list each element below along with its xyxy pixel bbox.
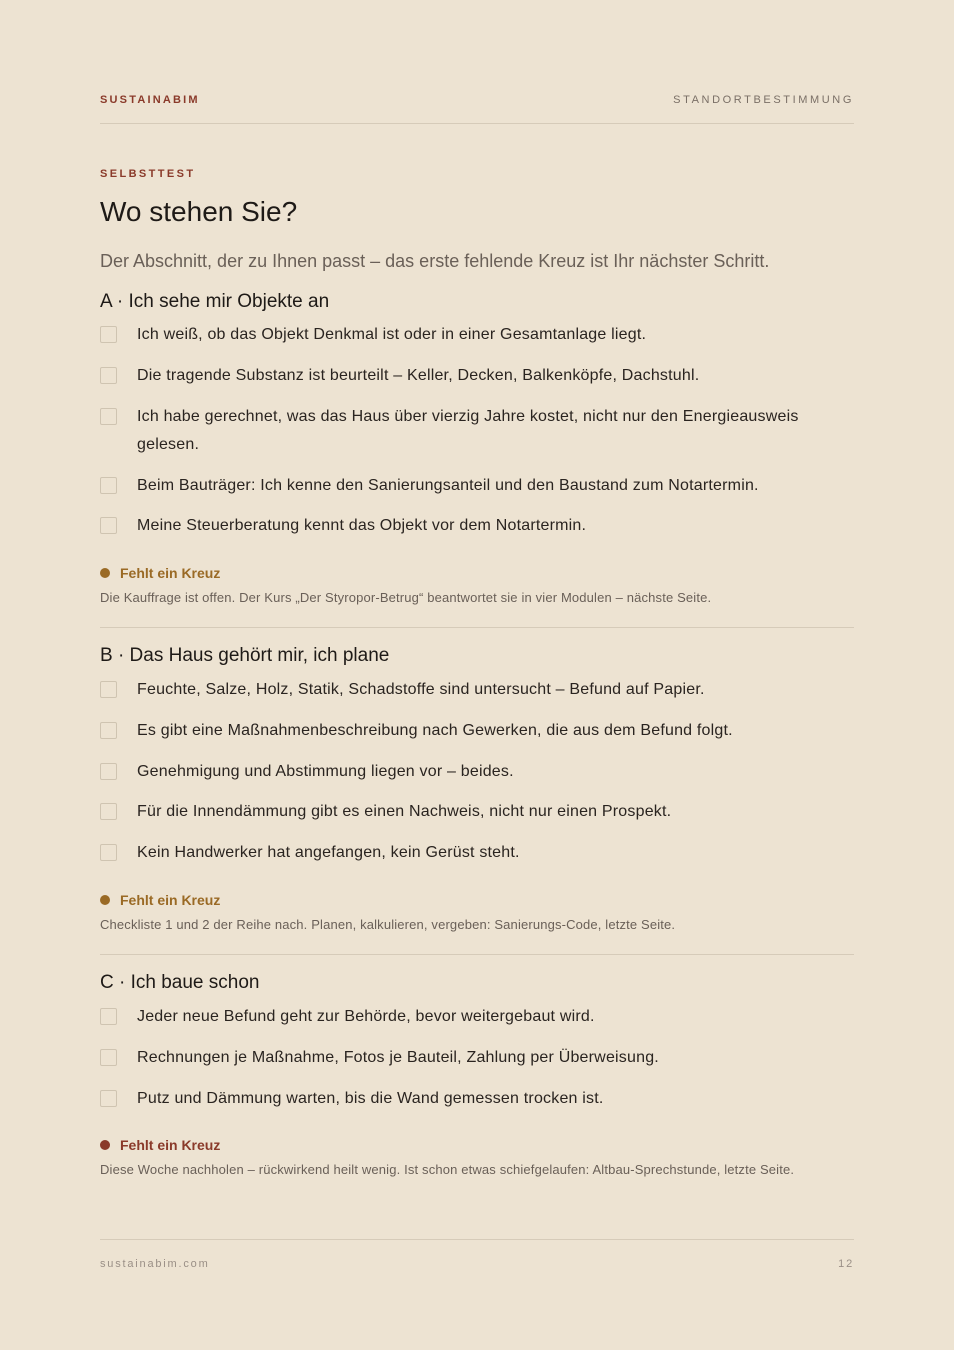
status-label: Fehlt ein Kreuz: [120, 892, 221, 908]
checklist-item-text: Für die Innendämmung gibt es einen Nachweis, nicht nur einen Prospekt.: [137, 803, 672, 820]
status-dot: [100, 568, 110, 578]
status-note: Diese Woche nachholen – rückwirkend heilt wenig. Ist schon etwas schiefgelaufen: Altbau-Sprechstunde, letzte Seite.: [100, 1162, 795, 1177]
checkbox[interactable]: [100, 367, 117, 384]
checklist-item-text: Putz und Dämmung warten, bis die Wand gemessen trocken ist.: [137, 1090, 604, 1107]
checkbox[interactable]: [100, 1049, 117, 1066]
status-label: Fehlt ein Kreuz: [120, 1137, 221, 1153]
page-number: 12: [838, 1258, 854, 1270]
checklist-item-text: Jeder neue Befund geht zur Behörde, bevor weitergebaut wird.: [137, 1008, 595, 1025]
checkbox[interactable]: [100, 681, 117, 698]
status-note: Checkliste 1 und 2 der Reihe nach. Planen, kalkulieren, vergeben: Sanierungs-Code, letzte Seite.: [100, 917, 676, 932]
checkbox[interactable]: [100, 477, 117, 494]
checkbox[interactable]: [100, 408, 117, 425]
section-divider: [100, 627, 854, 628]
footer-url[interactable]: sustainabim.com: [100, 1258, 210, 1270]
page-title: Wo stehen Sie?: [100, 196, 298, 227]
checkbox[interactable]: [100, 844, 117, 861]
footer-divider: [100, 1239, 854, 1240]
checklist-item-text: Die tragende Substanz ist beurteilt – Keller, Decken, Balkenköpfe, Dachstuhl.: [137, 367, 700, 384]
checklist-item-text: Genehmigung und Abstimmung liegen vor – beides.: [137, 763, 514, 780]
checkbox[interactable]: [100, 803, 117, 820]
lead-text: Der Abschnitt, der zu Ihnen passt – das erste fehlende Kreuz ist Ihr nächster Schritt.: [100, 251, 770, 271]
checklist-item-text: Kein Handwerker hat angefangen, kein Gerüst steht.: [137, 844, 520, 861]
status-label: Fehlt ein Kreuz: [120, 565, 221, 581]
status-dot: [100, 1140, 110, 1150]
checklist-item-text: Rechnungen je Maßnahme, Fotos je Bauteil, Zahlung per Überweisung.: [137, 1049, 659, 1066]
section-divider: [100, 954, 854, 955]
status-note: Die Kauffrage ist offen. Der Kurs „Der Styropor-Betrug“ beantwortet sie in vier Modulen – nächste Seite.: [100, 590, 712, 605]
checkbox[interactable]: [100, 722, 117, 739]
checkbox[interactable]: [100, 517, 117, 534]
page: [100, 0, 854, 1350]
checklist-item-text: Beim Bauträger: Ich kenne den Sanierungsanteil und den Baustand zum Notartermin.: [137, 477, 759, 494]
checkbox[interactable]: [100, 1090, 117, 1107]
checkbox[interactable]: [100, 763, 117, 780]
section-heading: A · Ich sehe mir Objekte an: [100, 291, 330, 312]
section-heading: C · Ich baue schon: [100, 972, 260, 993]
section-tag: STANDORTBESTIMMUNG: [673, 94, 854, 106]
checkbox[interactable]: [100, 1008, 117, 1025]
checklist-item-text: Ich habe gerechnet, was das Haus über vierzig Jahre kostet, nicht nur den Energieausweis gelesen.: [137, 408, 799, 453]
checklist-item-text: Es gibt eine Maßnahmenbeschreibung nach Gewerken, die aus dem Befund folgt.: [137, 722, 733, 739]
status-dot: [100, 895, 110, 905]
eyebrow: SELBSTTEST: [100, 168, 196, 180]
header-divider: [100, 123, 854, 124]
header: [100, 94, 854, 108]
section-heading: B · Das Haus gehört mir, ich plane: [100, 645, 390, 666]
checklist-item-text: Ich weiß, ob das Objekt Denkmal ist oder in einer Gesamtanlage liegt.: [137, 326, 647, 343]
brand-name: SUSTAINABIM: [100, 94, 200, 106]
checkbox[interactable]: [100, 326, 117, 343]
checklist-item-text: Meine Steuerberatung kennt das Objekt vor dem Notartermin.: [137, 517, 587, 534]
checklist-item-text: Feuchte, Salze, Holz, Statik, Schadstoffe sind untersucht – Befund auf Papier.: [137, 681, 705, 698]
